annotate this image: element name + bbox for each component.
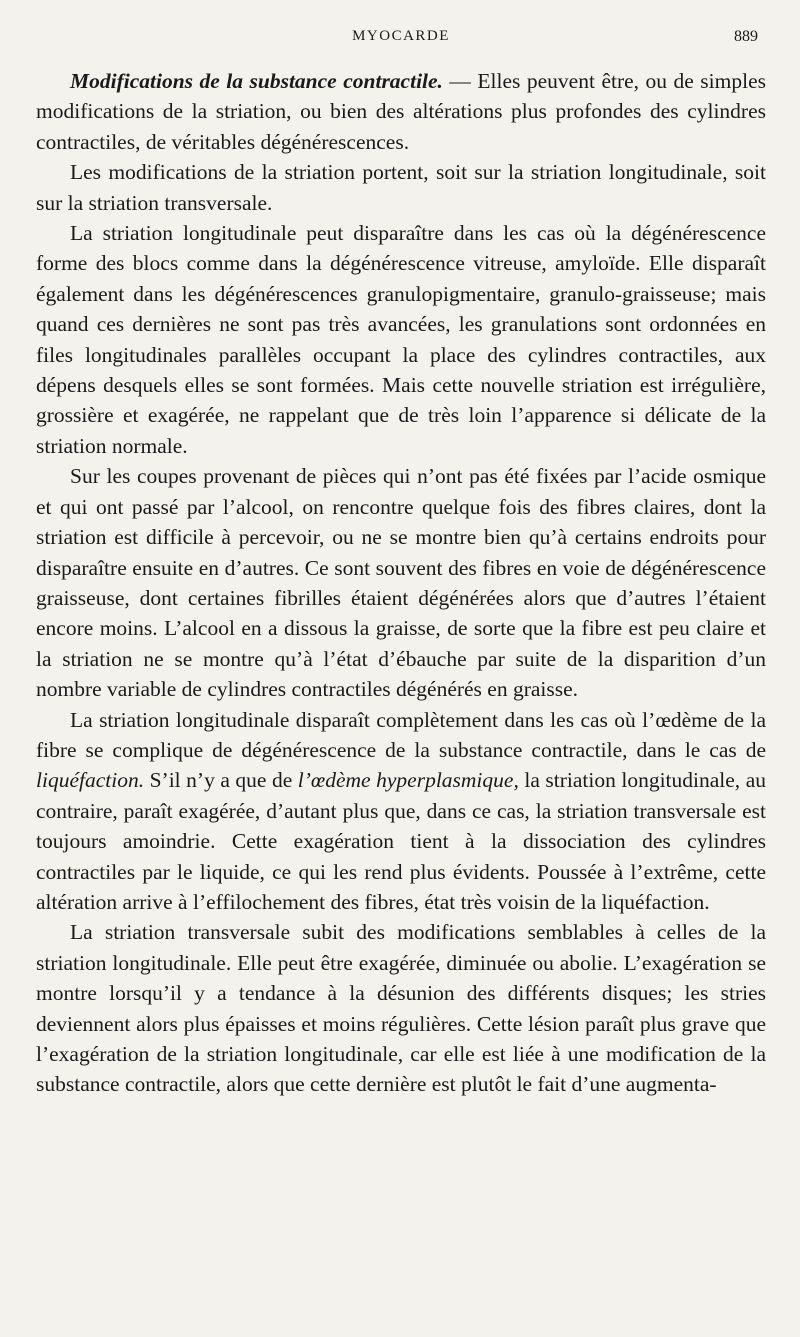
- paragraph-5-text-a: La striation longitudinale disparaît complètement dans les cas où l’œdème de la fibre se complique de dégénérescence de la substance contractile, dans le cas de: [36, 707, 766, 762]
- running-title: MYOCARDE: [352, 28, 450, 44]
- italic-term-oedeme-hyperplasmique: l’œdème hyperplasmique,: [297, 768, 519, 793]
- body-text: [36, 66, 766, 1100]
- paragraph-1: [36, 66, 766, 157]
- italic-term-liquefaction: liquéfaction.: [36, 768, 145, 793]
- paragraph-6: La striation transversale subit des modifications semblables à celles de la striation longitudinale. Elle peut être exagérée, diminuée ou abolie. L’exagération se montre lorsqu’il y a tendance à la désunion des différents disques; les stries deviennent alors plus épaisses et moins régulières. Cette lésion paraît plus grave que l’exagération de la striation longitudinale, car elle est liée à une modification de la substance contractile, alors que cette dernière est plutôt le fait d’une augmenta-: [36, 920, 766, 1097]
- paragraph-1-text: — Elles peuvent être, ou de simples modifications de la striation, ou bien des altérations plus profondes des cylindres contractiles, de véritables dégénérescences.: [36, 69, 766, 154]
- paragraph-5-text-c: la striation longitudinale, au contraire, paraît exagérée, d’autant plus que, dans ce cas, la striation transversale est toujours amoindrie. Cette exagération tient à la dissociation des cylindres contractiles par le liquide, ce qui les rend plus évidents. Poussée à l’extrême, cette altération arrive à l’effilochement des fibres, état très voisin de la liquéfaction.: [36, 768, 766, 914]
- running-head: [36, 28, 766, 54]
- section-run-in-heading: Modifications de la substance contractile.: [70, 69, 443, 93]
- paragraph-4: Sur les coupes provenant de pièces qui n’ont pas été fixées par l’acide osmique et qui ont passé par l’alcool, on rencontre quelque fois des fibres claires, dont la striation est difficile à percevoir, ou ne se montre bien qu’à certains endroits pour disparaître ensuite en d’autres. Ce sont souvent des fibres en voie de dégénérescence graisseuse, dont certaines fibrilles étaient dégénérées alors que d’autres l’étaient encore moins. L’alcool en a dissous la graisse, de sorte que la fibre est peu claire et la striation ne se montre qu’à l’état d’ébauche par suite de la disparition d’un nombre variable de cylindres contractiles dégénérés en graisse.: [36, 464, 766, 702]
- page-number: 889: [734, 28, 758, 45]
- paragraph-5: [36, 705, 766, 918]
- paragraph-3: La striation longitudinale peut disparaître dans les cas où la dégénérescence forme des blocs comme dans la dégénérescence vitreuse, amyloïde. Elle disparaît également dans les dégénérescences granulopigmentaire, granulo-graisseuse; mais quand ces dernières ne sont pas très avancées, les granulations sont ordonnées en files longitudinales parallèles occupant la place des cylindres contractiles, aux dépens desquels elles se sont formées. Mais cette nouvelle striation est irrégulière, grossière et exagérée, ne rappelant que de très loin l’apparence si délicate de la striation normale.: [36, 221, 766, 458]
- paragraph-5-text-b: S’il n’y a que de: [144, 768, 298, 793]
- paragraph-2: Les modifications de la striation portent, soit sur la striation longitudinale, soit sur la striation transversale.: [36, 160, 766, 215]
